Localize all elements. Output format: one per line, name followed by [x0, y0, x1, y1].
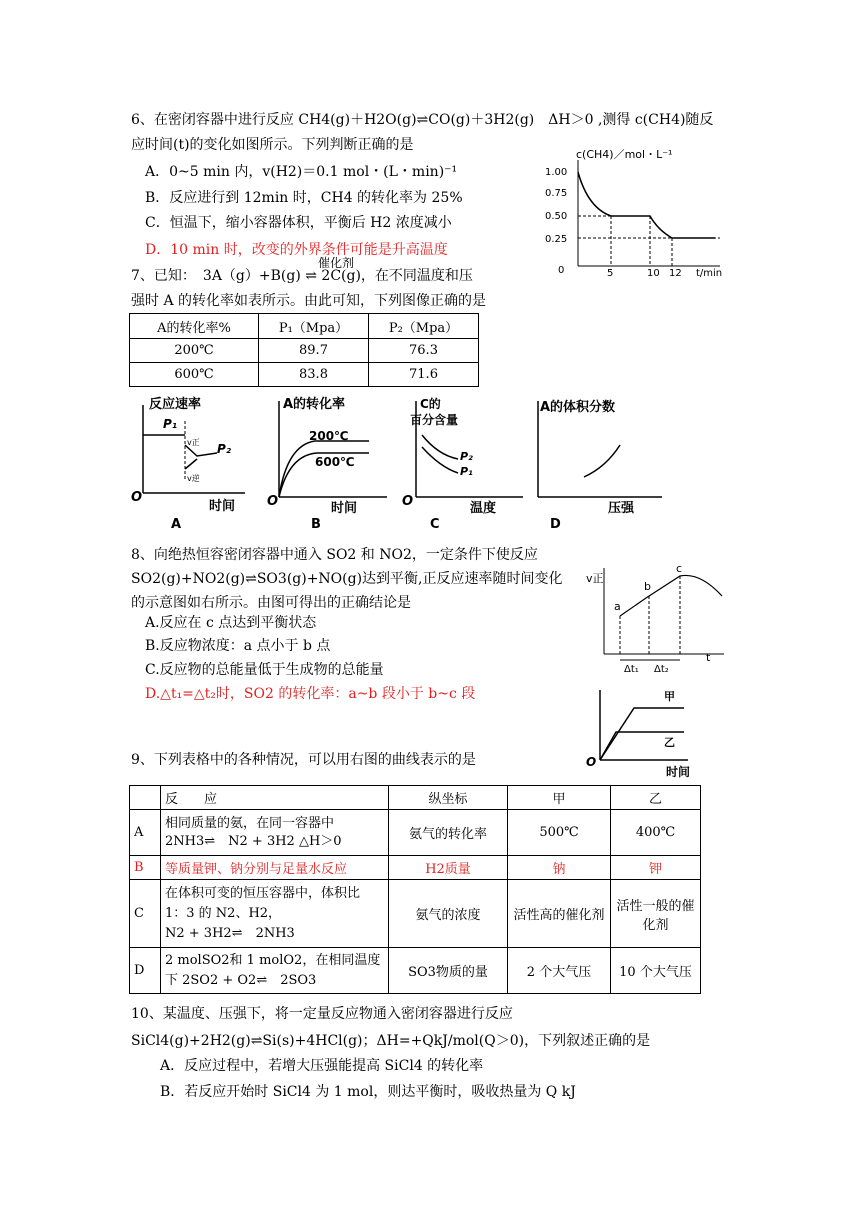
- q9-xlabel: 时间: [666, 765, 691, 779]
- q6-curve: [578, 172, 715, 238]
- q7a-p2: P₂: [217, 442, 232, 456]
- q7b-letter: B: [311, 517, 321, 532]
- q7-table-cell: 76.3: [369, 339, 479, 363]
- q9-yi-label: 乙: [664, 736, 675, 749]
- q7c-letter: C: [430, 517, 440, 532]
- q9-table-header: 甲: [508, 786, 611, 810]
- q6-ytick-2: 0.75: [545, 188, 568, 199]
- q6-ytick-3: 0.50: [545, 211, 568, 222]
- q7-table-header: A的转化率%: [130, 314, 259, 339]
- q6-option-d: D．10 min 时，改变的外界条件可能是升高温度: [145, 242, 448, 258]
- q6-xtick-10: 10: [647, 268, 660, 278]
- q9-table-header: [130, 786, 161, 810]
- q7a-letter: A: [171, 517, 182, 532]
- q9-table-header: 乙: [611, 786, 701, 810]
- q9-row-a-equation: 2NH3⇌ N2 + 3H2 △H＞0: [165, 833, 342, 849]
- q8-xlabel: t: [706, 651, 711, 664]
- q7c-p1: P₁: [460, 465, 473, 478]
- q9-table-header: 纵坐标: [389, 786, 508, 810]
- q8-rate-graph: [584, 560, 730, 680]
- q6-stem-line2: 应时间(t)的变化如图所示。下列判断正确的是: [131, 137, 414, 153]
- q6-concentration-graph: [540, 138, 730, 278]
- q9-row-d-jia: 2 个大气压: [508, 948, 611, 994]
- q9-row-key: B: [130, 856, 161, 880]
- q9-row-c-ratio: 1：3 的 N2、H2，: [165, 905, 282, 921]
- q9-row-a-ylabel: 氨气的转化率: [389, 810, 508, 856]
- q8-ylabel: v正: [586, 572, 604, 585]
- q7a-origin: O: [131, 490, 143, 505]
- q7d-ylabel: A的体积分数: [540, 400, 616, 415]
- q6-option-a: A．0~5 min 内，v(H2)＝0.1 mol・(L・min)⁻¹: [145, 164, 458, 180]
- q10-stem-line1: 10、某温度、压强下，将一定量反应物通入密闭容器进行反应: [131, 1006, 513, 1022]
- q6-xlabel: t/min: [696, 268, 723, 278]
- q9-row-b-yi: 钾: [611, 856, 701, 880]
- q7d-xlabel: 压强: [608, 501, 635, 516]
- q10-option-b: B．若反应开始时 SiCl4 为 1 mol，则达平衡时，吸收热量为 Q kJ: [160, 1084, 576, 1100]
- q7a-xlabel: 时间: [209, 499, 236, 514]
- q9-row-d-ylabel: SO3物质的量: [389, 948, 508, 994]
- q7-table-cell: 89.7: [259, 339, 369, 363]
- q9-row-b-reaction: 等质量钾、钠分别与足量水反应: [161, 856, 389, 880]
- q7c-p2: P₂: [460, 450, 473, 463]
- q7-stem-line1: 7、已知： 3A（g）+B(g) ⇌ 2C(g)，在不同温度和压: [131, 268, 473, 284]
- q8-point-a: a: [614, 600, 621, 613]
- q7d-letter: D: [550, 517, 561, 532]
- q9-row-d-reaction: 2 molSO2和 1 molO2，在相同温度: [165, 952, 381, 968]
- q6-ytick-1: 1.00: [545, 167, 568, 178]
- q7b-xlabel: 时间: [331, 501, 358, 516]
- q7c-ylabel2: 百分含量: [410, 413, 459, 427]
- q9-table-header: 反 应: [161, 786, 389, 810]
- q7-table-cell: 83.8: [259, 363, 369, 387]
- q6-option-b: B．反应进行到 12min 时，CH4 的转化率为 25%: [145, 190, 463, 206]
- q10-stem-line2: SiCl4(g)+2H2(g)⇌Si(s)+4HCl(g)；ΔH=+QkJ/mol(Q＞0)，下列叙述正确的是: [131, 1033, 651, 1049]
- q7-graph-c: [398, 393, 528, 533]
- q9-row-d-equation: 下 2SO2 + O2⇌ 2SO3: [165, 972, 317, 988]
- q9-row-c-equation: N2 + 3H2⇌ 2NH3: [165, 925, 295, 941]
- q8-dt1: Δt₁: [624, 664, 639, 675]
- q7-table-cell: 600℃: [130, 363, 259, 387]
- q8-option-b: B.反应物浓度：a 点小于 b 点: [145, 638, 331, 654]
- q9-row-a-yi: 400℃: [611, 810, 701, 856]
- q9-row-a-jia: 500℃: [508, 810, 611, 856]
- q7-table-cell: 200℃: [130, 339, 259, 363]
- q8-option-d: D.△t₁=△t₂时，SO2 的转化率：a~b 段小于 b~c 段: [145, 686, 476, 702]
- q7-graph-b: [265, 393, 395, 533]
- q8-option-c: C.反应物的总能量低于生成物的总能量: [145, 662, 384, 678]
- q7c-xlabel: 温度: [470, 501, 497, 516]
- q7a-vz: v正: [187, 438, 200, 447]
- q9-origin: O: [586, 755, 597, 769]
- q6-xtick-0: 0: [558, 265, 565, 276]
- q8-dt2: Δt₂: [654, 664, 669, 675]
- q7-catalyst-label: 催化剂: [318, 256, 355, 270]
- q7-graph-a: [125, 393, 255, 533]
- q7c-origin: O: [402, 494, 414, 509]
- q7-graph-d: [530, 393, 670, 533]
- q9-row-key: A: [130, 810, 161, 856]
- q7c-ylabel1: C的: [420, 397, 441, 411]
- q9-row-key: D: [130, 948, 161, 994]
- q6-stem-line1: 6、在密闭容器中进行反应 CH4(g)＋H2O(g)⇌CO(g)＋3H2(g) ΔH＞0 ,测得 c(CH4)随反: [131, 112, 714, 128]
- q7-table-header: P₁（Mpa）: [259, 314, 369, 339]
- q10-option-a: A．反应过程中，若增大压强能提高 SiCl4 的转化率: [160, 1058, 484, 1074]
- q9-row-c-ylabel: 氨气的浓度: [389, 880, 508, 948]
- q6-xtick-12: 12: [669, 268, 682, 278]
- q9-row-key: C: [130, 880, 161, 948]
- q6-xtick-5: 5: [607, 268, 614, 278]
- q7-stem-line2: 强时 A 的转化率如表所示。由此可知，下列图像正确的是: [131, 293, 487, 309]
- q9-stem: 9、下列表格中的各种情况，可以用右图的曲线表示的是: [131, 752, 476, 768]
- q9-row-c-jia: 活性高的催化剂: [508, 880, 611, 948]
- q7a-vn: v逆: [187, 474, 200, 483]
- q7b-600c: 600℃: [315, 455, 355, 469]
- q8-point-c: c: [676, 562, 683, 575]
- q7a-p1: P₁: [163, 417, 178, 431]
- q9-row-b-jia: 钠: [508, 856, 611, 880]
- q9-curve-graph: [584, 684, 694, 782]
- q6-graph-ylabel: c(CH4)／mol・L⁻¹: [576, 148, 673, 161]
- q8-stem-line2: SO2(g)+NO2(g)⇌SO3(g)+NO(g)达到平衡,正反应速率随时间变化: [131, 571, 563, 587]
- q9-row-c-reaction: 在体积可变的恒压容器中，体积比: [165, 885, 361, 901]
- q7b-200c: 200℃: [309, 429, 349, 443]
- q9-row-b-ylabel: H2质量: [389, 856, 508, 880]
- q9-row-a-reaction: 相同质量的氨，在同一容器中: [165, 815, 335, 831]
- q7-table-cell: 71.6: [369, 363, 479, 387]
- q8-option-a: A.反应在 c 点达到平衡状态: [145, 615, 317, 631]
- q8-stem-line1: 8、向绝热恒容密闭容器中通入 SO2 和 NO2，一定条件下使反应: [131, 547, 538, 563]
- q7a-ylabel: 反应速率: [149, 397, 202, 412]
- q9-row-c-yi: 活性一般的催化剂: [611, 880, 701, 948]
- q8-point-b: b: [644, 580, 651, 593]
- q9-row-d-yi: 10 个大气压: [611, 948, 701, 994]
- q7-table-header: P₂（Mpa）: [369, 314, 479, 339]
- q9-jia-label: 甲: [664, 690, 675, 703]
- q7b-ylabel: A的转化率: [283, 397, 346, 412]
- q6-option-c: C．恒温下，缩小容器体积，平衡后 H2 浓度减小: [145, 215, 452, 231]
- q7-conversion-table: [129, 313, 479, 387]
- q7b-origin: O: [267, 494, 279, 509]
- q8-stem-line3: 的示意图如右所示。由图可得出的正确结论是: [131, 595, 411, 611]
- q9-table: [129, 785, 701, 994]
- q6-ytick-4: 0.25: [545, 234, 568, 245]
